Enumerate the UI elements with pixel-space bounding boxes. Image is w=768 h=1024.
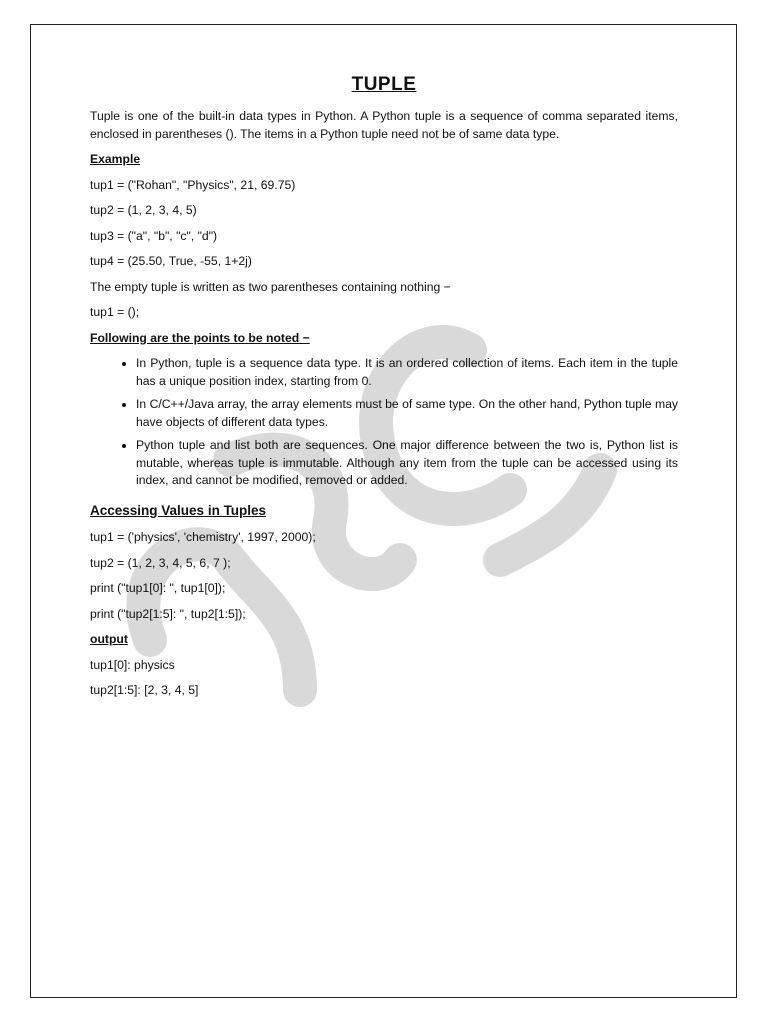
output-line: tup1[0]: physics (90, 657, 175, 672)
output-heading: output (90, 632, 128, 646)
output-line: tup2[1:5]: [2, 3, 4, 5] (90, 683, 199, 697)
empty-tuple-code: tup1 = (); (90, 305, 140, 319)
access-code-line: tup1 = ('physics', 'chemistry', 1997, 2000); (90, 530, 316, 544)
example-line: tup4 = (25.50, True, -55, 1+2j) (90, 254, 252, 268)
page-title: TUPLE (351, 74, 417, 95)
points-heading: Following are the points to be noted − (90, 330, 310, 345)
access-code-line: print ("tup1[0]: ", tup1[0]); (90, 581, 226, 595)
example-line: tup3 = ("a", "b", "c", "d") (90, 228, 218, 243)
example-heading: Example (90, 152, 141, 166)
list-item: • Python tuple and list both are sequences. One major difference between the two is, Python list is mutable, whereas tuple is immutable. Although any item from the tuple can be accessed using its index, and cannot be modified, removed or added. (136, 437, 678, 490)
access-code-line: tup2 = (1, 2, 3, 4, 5, 6, 7 ); (90, 555, 231, 570)
access-heading: Accessing Values in Tuples (90, 502, 267, 518)
list-item: • In Python, tuple is a sequence data type. It is an ordered collection of items. Each item in the tuple has a unique position index, starting from 0. (136, 355, 678, 390)
list-item: • In C/C++/Java array, the array elements must be of same type. On the other hand, Python tuple may have objects of different data types. (136, 396, 678, 431)
points-list (90, 355, 678, 490)
document-body (90, 72, 678, 708)
example-line: tup2 = (1, 2, 3, 4, 5) (90, 203, 197, 217)
empty-tuple-text: The empty tuple is written as two parentheses containing nothing − (90, 279, 451, 294)
example-line: tup1 = ("Rohan", "Physics", 21, 69.75) (90, 177, 296, 192)
intro-paragraph: Tuple is one of the built-in data types in Python. A Python tuple is a sequence of comma separated items, enclosed in parentheses (). The items in a Python tuple need not be of same data type. (90, 109, 678, 141)
access-code-line: print ("tup2[1:5]: ", tup2[1:5]); (90, 606, 246, 621)
